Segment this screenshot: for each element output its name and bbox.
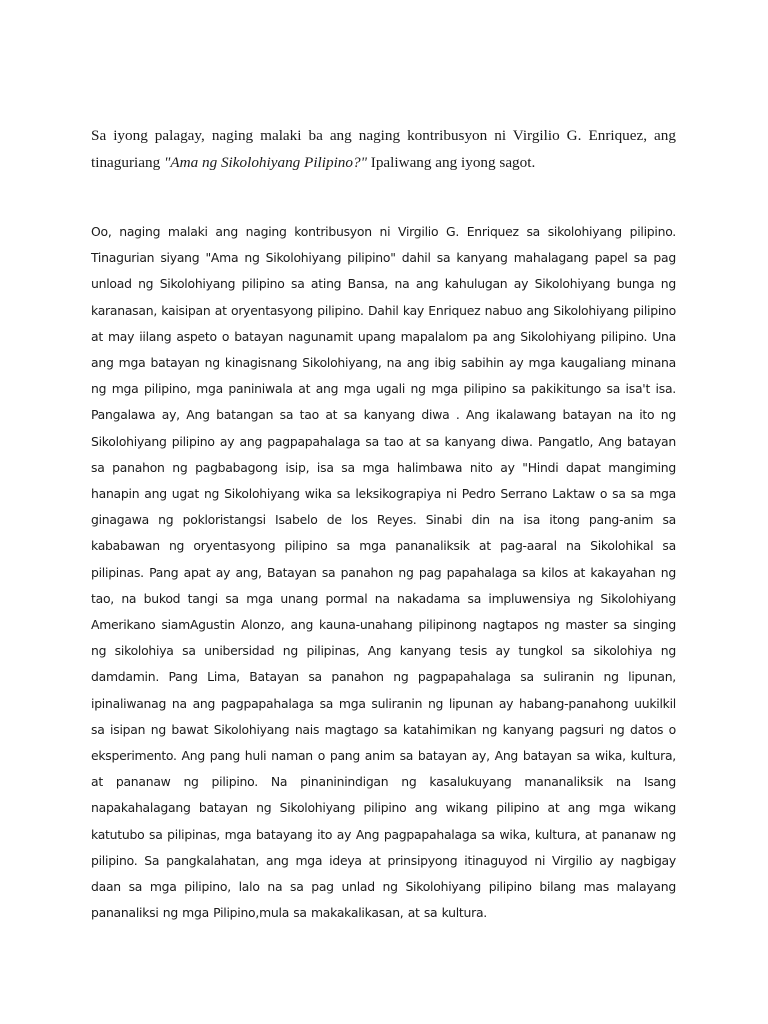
question-intro: Sa iyong palagay, naging malaki ba ang naging kontribusyon ni Virgilio G. Enriquez, ang tinaguriang [91,127,676,171]
document-page [91,0,676,1024]
question-outro: Ipaliwang ang iyong sagot. [366,154,536,171]
answer-paragraph: Oo, naging malaki ang naging kontribusyon ni Virgilio G. Enriquez sa sikolohiyang pilipino. Tinagurian siyang "Ama ng Sikolohiyang pilipino" dahil sa kanyang mahalagang papel sa pag unload ng Sikolohiyang pilipino sa ating Bansa, na ang kahulugan ay Sikolohiyang bunga ng karanasan, kaisipan at oryentasyong pilipino. Dahil kay Enriquez nabuo ang Sikolohiyang pilipino at may iilang aspeto o batayan nagunamit upang mapalalom pa ang Sikolohiyang pilipino. Una ang mga batayan ng kinagisnang Sikolohiyang, na ang ibig sabihin ay mga kaugaliang minana ng mga pilipino, mga paniniwala at ang mga ugali ng mga pilipino sa pakikitungo sa isa't isa. Pangalawa ay, Ang batangan sa tao at sa kanyang diwa . Ang ikalawang batayan na ito ng Sikolohiyang pilipino ay ang pagpapahalaga sa tao at sa kanyang diwa. Pangatlo, Ang batayan sa panahon ng pagbabagong isip, isa sa mga halimbawa nito ay "Hindi dapat mangiming hanapin ang ugat ng Sikolohiyang wika sa leksikograpiya ni Pedro Serrano Laktaw o sa sa mga ginagawa ng pokloristangsi Isabelo de los Reyes. Sinabi din na isa itong pang-anim sa kababawan ng oryentasyong pilipino sa mga pananaliksik at pag-aaral na Sikolohikal sa pilipinas. Pang apat ay ang, Batayan sa panahon ng pag papahalaga sa kilos at kakayahan ng tao, na bukod tangi sa mga unang pormal na nakadama sa impluwensiya ng Sikolohiyang Amerikano siamAgustin Alonzo, ang kauna-unahang pilipinong nagtapos ng master sa singing ng sikolohiya sa unibersidad ng pilipinas, Ang kanyang tesis ay tungkol sa sikolohiya ng damdamin. Pang Lima, Batayan sa panahon ng pagpapahalaga sa suliranin ng lipunan, ipinaliwanag na ang pagpapahalaga sa mga suliranin ng lipunan ay habang-panahong uukilkil sa isipan ng bawat Sikolohiyang nais magtago sa katahimikan ng kanyang pagsuri ng datos o eksperimento. Ang pang huli naman o pang anim sa batayan ay, Ang batayan sa wika, kultura, at pananaw ng pilipino. Na pinaninindigan ng kasalukuyang mananaliksik na Isang napakahalagang batayan ng Sikolohiyang pilipino ang wikang pilipino at ang mga wikang katutubo sa pilipinas, mga batayang ito ay Ang pagpapahalaga sa wika, kultura, at pananaw ng pilipino. Sa pangkalahatan, ang mga ideya at prinsipyong itinaguyod ni Virgilio ay nagbigay daan sa mga pilipino, lalo na sa pag unlad ng Sikolohiyang pilipino bilang mas malayang pananaliksi ng mga Pilipino,mula sa makakalikasan, at sa kultura. [91,224,676,921]
question-italic-title: "Ama ng Sikolohiyang Pilipino?" [163,154,367,171]
question-paragraph [91,122,676,176]
